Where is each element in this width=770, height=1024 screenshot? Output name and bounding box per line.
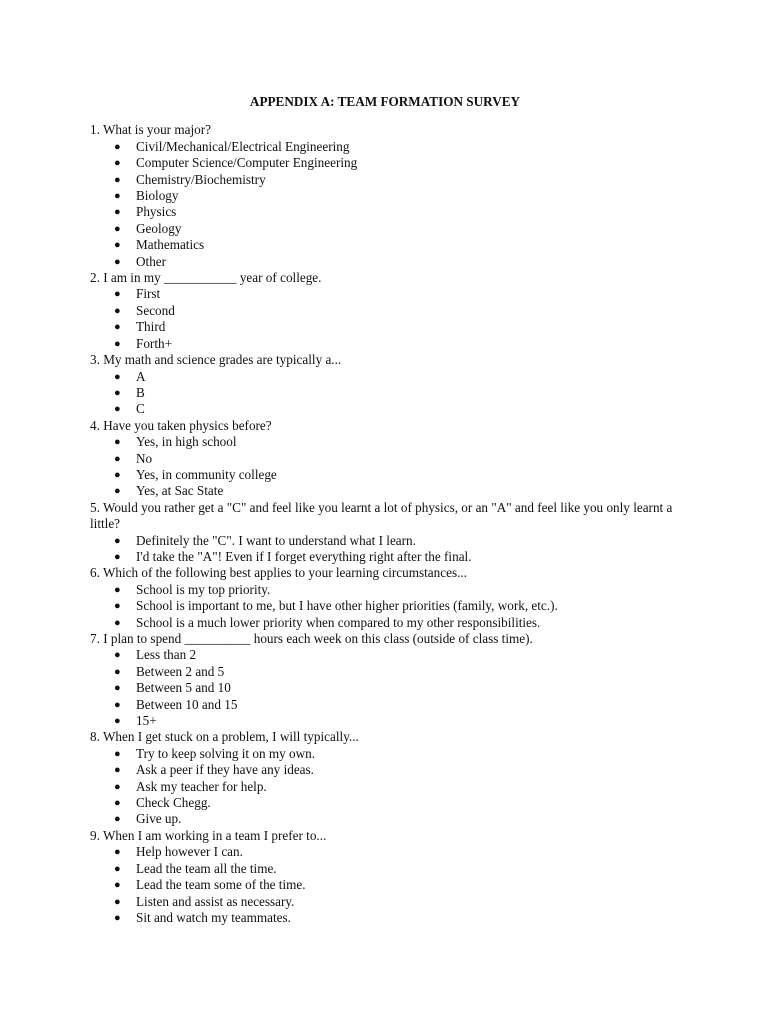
option-item xyxy=(90,303,690,319)
question-1 xyxy=(90,122,690,270)
option-label: Forth+ xyxy=(136,335,173,351)
option-item xyxy=(90,582,690,598)
option-item xyxy=(90,844,690,860)
bullet-icon: ● xyxy=(114,239,121,252)
option-label: Sit and watch my teammates. xyxy=(136,909,291,925)
option-item xyxy=(90,598,690,614)
bullet-icon: ● xyxy=(114,452,121,465)
option-item xyxy=(90,894,690,910)
option-label: Between 2 and 5 xyxy=(136,663,225,679)
option-label: No xyxy=(136,450,153,466)
bullet-icon: ● xyxy=(114,173,121,186)
option-label: 15+ xyxy=(136,713,157,729)
bullet-icon: ● xyxy=(114,140,121,153)
bullet-icon: ● xyxy=(114,813,121,826)
option-item xyxy=(90,647,690,663)
document-page xyxy=(90,94,690,926)
option-item xyxy=(90,811,690,827)
bullet-icon: ● xyxy=(114,370,121,383)
option-item xyxy=(90,188,690,204)
option-item xyxy=(90,319,690,335)
option-list xyxy=(90,533,690,566)
bullet-icon: ● xyxy=(114,468,121,481)
bullet-icon: ● xyxy=(114,600,121,613)
option-label: Check Chegg. xyxy=(136,795,211,811)
option-label: School is my top priority. xyxy=(136,581,271,597)
bullet-icon: ● xyxy=(114,780,121,793)
option-item xyxy=(90,877,690,893)
option-label: Help however I can. xyxy=(136,844,243,860)
bullet-icon: ● xyxy=(114,288,121,301)
option-item xyxy=(90,549,690,565)
question-text: 3. My math and science grades are typically a... xyxy=(90,352,342,368)
option-item xyxy=(90,467,690,483)
bullet-icon: ● xyxy=(114,911,121,924)
option-label: Civil/Mechanical/Electrical Engineering xyxy=(136,138,350,154)
option-item xyxy=(90,664,690,680)
bullet-icon: ● xyxy=(114,436,121,449)
option-label: Yes, in community college xyxy=(136,466,277,482)
option-item xyxy=(90,483,690,499)
bullet-icon: ● xyxy=(114,764,121,777)
option-label: Computer Science/Computer Engineering xyxy=(136,155,358,171)
option-item xyxy=(90,795,690,811)
option-label: I'd take the "A"! Even if I forget everything right after the final. xyxy=(136,548,472,564)
question-text: 8. When I get stuck on a problem, I will typically... xyxy=(90,729,359,745)
option-label: A xyxy=(136,368,146,384)
option-item xyxy=(90,139,690,155)
bullet-icon: ● xyxy=(114,403,121,416)
option-label: B xyxy=(136,384,145,400)
option-label: Lead the team all the time. xyxy=(136,860,277,876)
option-item xyxy=(90,746,690,762)
option-label: Second xyxy=(136,302,175,318)
option-label: C xyxy=(136,401,145,417)
option-label: Definitely the "C". I want to understand what I learn. xyxy=(136,532,416,548)
bullet-icon: ● xyxy=(114,304,121,317)
option-item xyxy=(90,172,690,188)
option-item xyxy=(90,697,690,713)
bullet-icon: ● xyxy=(114,879,121,892)
document-title: APPENDIX A: TEAM FORMATION SURVEY xyxy=(249,94,521,109)
option-item xyxy=(90,369,690,385)
option-item xyxy=(90,254,690,270)
option-label: School is important to me, but I have other higher priorities (family, work, etc.). xyxy=(136,598,558,614)
question-7 xyxy=(90,631,690,729)
option-item xyxy=(90,861,690,877)
question-text: 2. I am in my ___________ year of college. xyxy=(90,270,322,286)
option-item xyxy=(90,401,690,417)
bullet-icon: ● xyxy=(114,190,121,203)
question-text: 1. What is your major? xyxy=(90,122,211,138)
option-label: Between 5 and 10 xyxy=(136,680,231,696)
bullet-icon: ● xyxy=(114,698,121,711)
bullet-icon: ● xyxy=(114,649,121,662)
option-item xyxy=(90,713,690,729)
bullet-icon: ● xyxy=(114,665,121,678)
option-list xyxy=(90,369,690,418)
bullet-icon: ● xyxy=(114,157,121,170)
bullet-icon: ● xyxy=(114,715,121,728)
option-label: Try to keep solving it on my own. xyxy=(136,745,316,761)
option-item xyxy=(90,451,690,467)
question-list xyxy=(90,122,690,926)
bullet-icon: ● xyxy=(114,321,121,334)
option-list xyxy=(90,139,690,270)
option-label: Lead the team some of the time. xyxy=(136,877,306,893)
option-item xyxy=(90,762,690,778)
option-item xyxy=(90,237,690,253)
option-list xyxy=(90,647,690,729)
option-item xyxy=(90,336,690,352)
option-item xyxy=(90,779,690,795)
bullet-icon: ● xyxy=(114,550,121,563)
option-label: Listen and assist as necessary. xyxy=(136,893,295,909)
bullet-icon: ● xyxy=(114,862,121,875)
question-text: 5. Would you rather get a "C" and feel like you learnt a lot of physics, or an "A" and feel like you only learnt a little? xyxy=(90,499,676,532)
bullet-icon: ● xyxy=(114,534,121,547)
option-list xyxy=(90,286,690,352)
option-item xyxy=(90,615,690,631)
bullet-icon: ● xyxy=(114,797,121,810)
question-4 xyxy=(90,418,690,500)
option-list xyxy=(90,582,690,631)
question-2 xyxy=(90,270,690,352)
option-list xyxy=(90,434,690,500)
bullet-icon: ● xyxy=(114,206,121,219)
option-item xyxy=(90,286,690,302)
question-text: 9. When I am working in a team I prefer to... xyxy=(90,827,327,843)
bullet-icon: ● xyxy=(114,747,121,760)
option-label: Less than 2 xyxy=(136,647,197,663)
option-item xyxy=(90,680,690,696)
option-item xyxy=(90,385,690,401)
option-label: Geology xyxy=(136,220,182,236)
question-6 xyxy=(90,565,690,631)
option-label: Ask my teacher for help. xyxy=(136,778,267,794)
option-label: Other xyxy=(136,253,167,269)
question-text: 6. Which of the following best applies to your learning circumstances... xyxy=(90,565,467,581)
option-label: Between 10 and 15 xyxy=(136,696,238,712)
option-label: Physics xyxy=(136,204,177,220)
option-label: Yes, at Sac State xyxy=(136,483,224,499)
option-label: Ask a peer if they have any ideas. xyxy=(136,762,314,778)
option-label: Mathematics xyxy=(136,237,205,253)
bullet-icon: ● xyxy=(114,222,121,235)
option-item xyxy=(90,533,690,549)
question-3 xyxy=(90,352,690,418)
option-label: Give up. xyxy=(136,811,182,827)
option-label: Chemistry/Biochemistry xyxy=(136,171,266,187)
bullet-icon: ● xyxy=(114,616,121,629)
bullet-icon: ● xyxy=(114,255,121,268)
bullet-icon: ● xyxy=(114,682,121,695)
option-item xyxy=(90,204,690,220)
option-label: School is a much lower priority when compared to my other responsibilities. xyxy=(136,614,541,630)
bullet-icon: ● xyxy=(114,895,121,908)
option-label: Yes, in high school xyxy=(136,434,237,450)
bullet-icon: ● xyxy=(114,583,121,596)
option-item xyxy=(90,434,690,450)
question-text: 7. I plan to spend __________ hours each week on this class (outside of class time). xyxy=(90,631,533,646)
bullet-icon: ● xyxy=(114,485,121,498)
bullet-icon: ● xyxy=(114,337,121,350)
option-item xyxy=(90,155,690,171)
option-label: Third xyxy=(136,319,166,335)
bullet-icon: ● xyxy=(114,386,121,399)
option-item xyxy=(90,221,690,237)
question-text: 4. Have you taken physics before? xyxy=(90,417,272,433)
question-5 xyxy=(90,500,690,566)
option-label: Biology xyxy=(136,188,179,204)
question-9 xyxy=(90,828,690,926)
option-list xyxy=(90,746,690,828)
question-8 xyxy=(90,729,690,827)
option-list xyxy=(90,844,690,926)
option-item xyxy=(90,910,690,926)
option-label: First xyxy=(136,286,161,302)
bullet-icon: ● xyxy=(114,846,121,859)
